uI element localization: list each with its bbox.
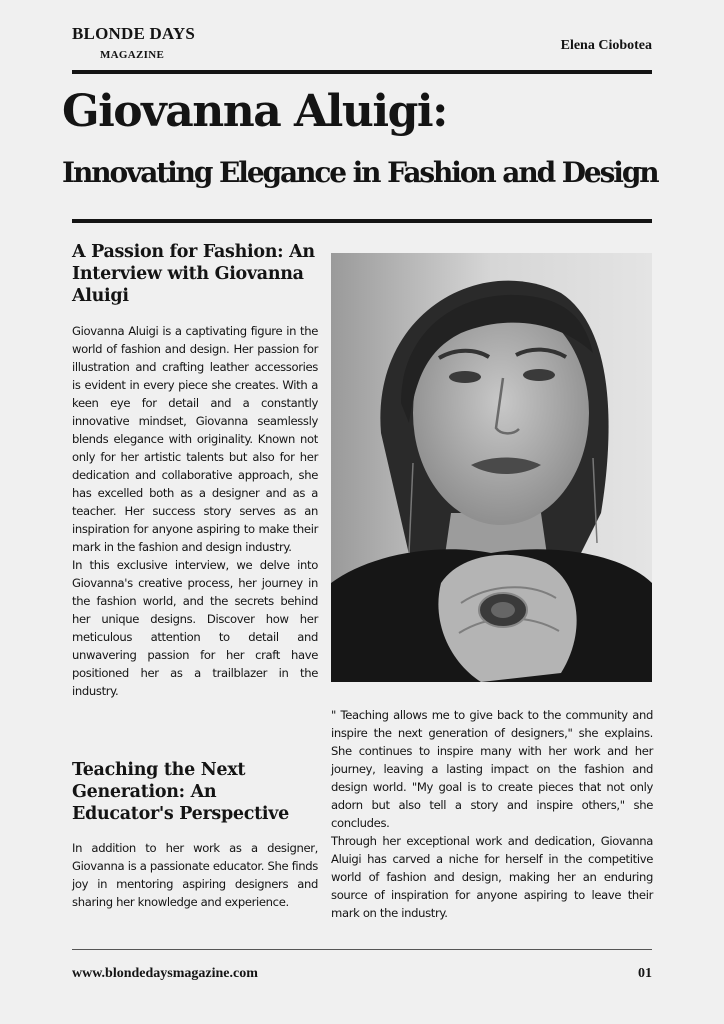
paragraph: In this exclusive interview, we delve into Giovanna's creative process, her journey in the fashion world, and the secrets behind her unique designs. Discover how her meticulous attention to detail and unwavering passion for her craft have positioned her as a trailblazer in the industry. <box>72 558 318 698</box>
section-body-passion <box>72 322 318 700</box>
magazine-name: BLONDE DAYS <box>72 24 195 43</box>
title-divider <box>72 219 652 223</box>
article-title: Giovanna Aluigi: <box>62 86 447 137</box>
paragraph: " Teaching allows me to give back to the community and inspire the next generation of designers," she explains. She continues to inspire many with her work and her journey, leaving a lasting impact on the fashion and design world. "My goal is to create pieces that not only adorn but also tell a story and inspire others," she concludes. <box>331 708 653 830</box>
right-column-body <box>331 706 653 922</box>
article-subtitle: Innovating Elegance in Fashion and Design <box>62 156 658 189</box>
footer-divider <box>72 949 652 950</box>
magazine-subtitle: MAGAZINE <box>100 49 165 61</box>
section-body-teaching <box>72 839 318 911</box>
paragraph: Through her exceptional work and dedication, Giovanna Aluigi has carved a niche for herself in the competitive world of fashion and design, making her an enduring source of inspiration for anyone aspiring to leave their mark on the industry. <box>331 834 653 920</box>
portrait-photo <box>331 253 652 682</box>
section-heading-teaching: Teaching the Next Generation: An Educator's Perspective <box>72 760 289 824</box>
author-name: Elena Ciobotea <box>560 38 652 53</box>
page-number: 01 <box>638 966 652 981</box>
section-heading-passion: A Passion for Fashion: An Interview with Giovanna Aluigi <box>72 242 315 306</box>
portrait-illustration <box>331 253 652 682</box>
paragraph: Giovanna Aluigi is a captivating figure in the world of fashion and design. Her passion for illustration and crafting leather accessories is evident in every piece she creates. With a keen eye for detail and a constantly innovative mindset, Giovanna seamlessly blends elegance with originality. Known not only for her artistic talents but also for her dedication and collaborative approach, she has excelled both as a designer and as a teacher. Her success story serves as an inspiration for anyone aspiring to make their mark in the fashion and design industry. <box>72 324 318 554</box>
paragraph: In addition to her work as a designer, Giovanna is a passionate educator. She finds joy in mentoring aspiring designers and sharing her knowledge and experience. <box>72 841 318 909</box>
website-link[interactable]: www.blondedaysmagazine.com <box>72 966 258 981</box>
top-divider <box>72 70 652 74</box>
